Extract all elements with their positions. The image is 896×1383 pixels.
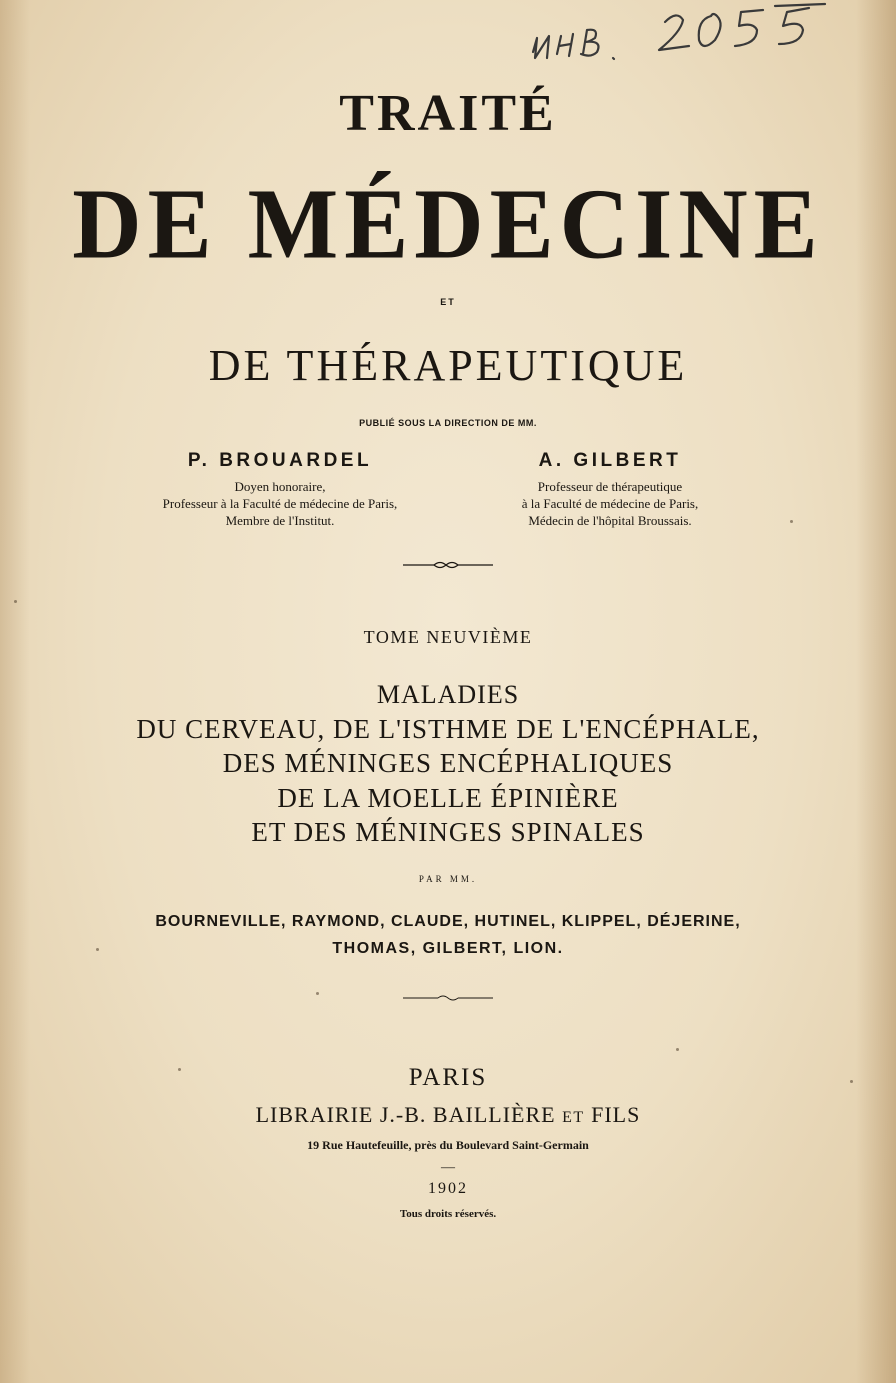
title-conjunction: ET bbox=[440, 297, 456, 307]
director-detail: Médecin de l'hôpital Broussais. bbox=[528, 513, 692, 528]
authors-line: BOURNEVILLE, RAYMOND, CLAUDE, HUTINEL, KLIPPEL, DÉJERINE, bbox=[155, 913, 741, 930]
publisher-note: PUBLIÉ SOUS LA DIRECTION DE MM. bbox=[359, 418, 537, 428]
title-line-traite: TRAITÉ bbox=[339, 85, 557, 142]
paper-speck bbox=[96, 948, 99, 951]
director-detail: à la Faculté de médecine de Paris, bbox=[521, 496, 699, 511]
publisher-suffix: FILS bbox=[591, 1102, 641, 1127]
director-detail: Membre de l'Institut. bbox=[225, 513, 335, 528]
director-gilbert bbox=[470, 450, 750, 529]
paper-speck bbox=[676, 1048, 679, 1051]
imprint-year: 1902 bbox=[428, 1180, 468, 1197]
title-line-de-therapeutique: DE THÉRAPEUTIQUE bbox=[208, 341, 688, 390]
handwritten-inventory-note bbox=[525, 0, 855, 80]
paper-speck bbox=[14, 600, 17, 603]
ornament-divider bbox=[398, 557, 498, 573]
ornament-divider bbox=[398, 990, 498, 1006]
director-detail: Professeur à la Faculté de médecine de Paris, bbox=[162, 496, 398, 511]
publisher-name: LIBRAIRIE J.-B. BAILLIÈRE bbox=[255, 1102, 556, 1127]
paper-speck bbox=[178, 1068, 181, 1071]
subject-line: DU CERVEAU, DE L'ISTHME DE L'ENCÉPHALE, bbox=[136, 714, 760, 744]
director-name: P. BROUARDEL bbox=[187, 450, 373, 471]
director-detail: Professeur de thérapeutique bbox=[537, 479, 683, 494]
imprint-rights: Tous droits réservés. bbox=[399, 1208, 497, 1220]
director-brouardel bbox=[130, 450, 430, 529]
paper-speck bbox=[850, 1080, 853, 1083]
imprint-publisher bbox=[0, 1102, 896, 1128]
by-label: PAR MM. bbox=[418, 874, 478, 884]
paper-speck bbox=[790, 520, 793, 523]
director-name: A. GILBERT bbox=[538, 450, 682, 471]
imprint-dash: — bbox=[441, 1160, 455, 1175]
subject-line: DE LA MOELLE ÉPINIÈRE bbox=[277, 783, 619, 813]
volume-label: TOME NEUVIÈME bbox=[363, 627, 533, 647]
imprint-city: PARIS bbox=[408, 1064, 488, 1091]
director-detail: Doyen honoraire, bbox=[234, 479, 326, 494]
authors-line: THOMAS, GILBERT, LION. bbox=[332, 940, 564, 957]
title-line-de-medecine: DE MÉDECINE bbox=[72, 167, 824, 280]
subject-line: DES MÉNINGES ENCÉPHALIQUES bbox=[222, 748, 674, 778]
subject-line: ET DES MÉNINGES SPINALES bbox=[251, 817, 645, 847]
paper-speck bbox=[316, 992, 319, 995]
subject-line: MALADIES bbox=[376, 680, 520, 709]
imprint-address: 19 Rue Hautefeuille, près du Boulevard Saint-Germain bbox=[307, 1138, 589, 1152]
publisher-conjunction: ET bbox=[562, 1109, 585, 1126]
